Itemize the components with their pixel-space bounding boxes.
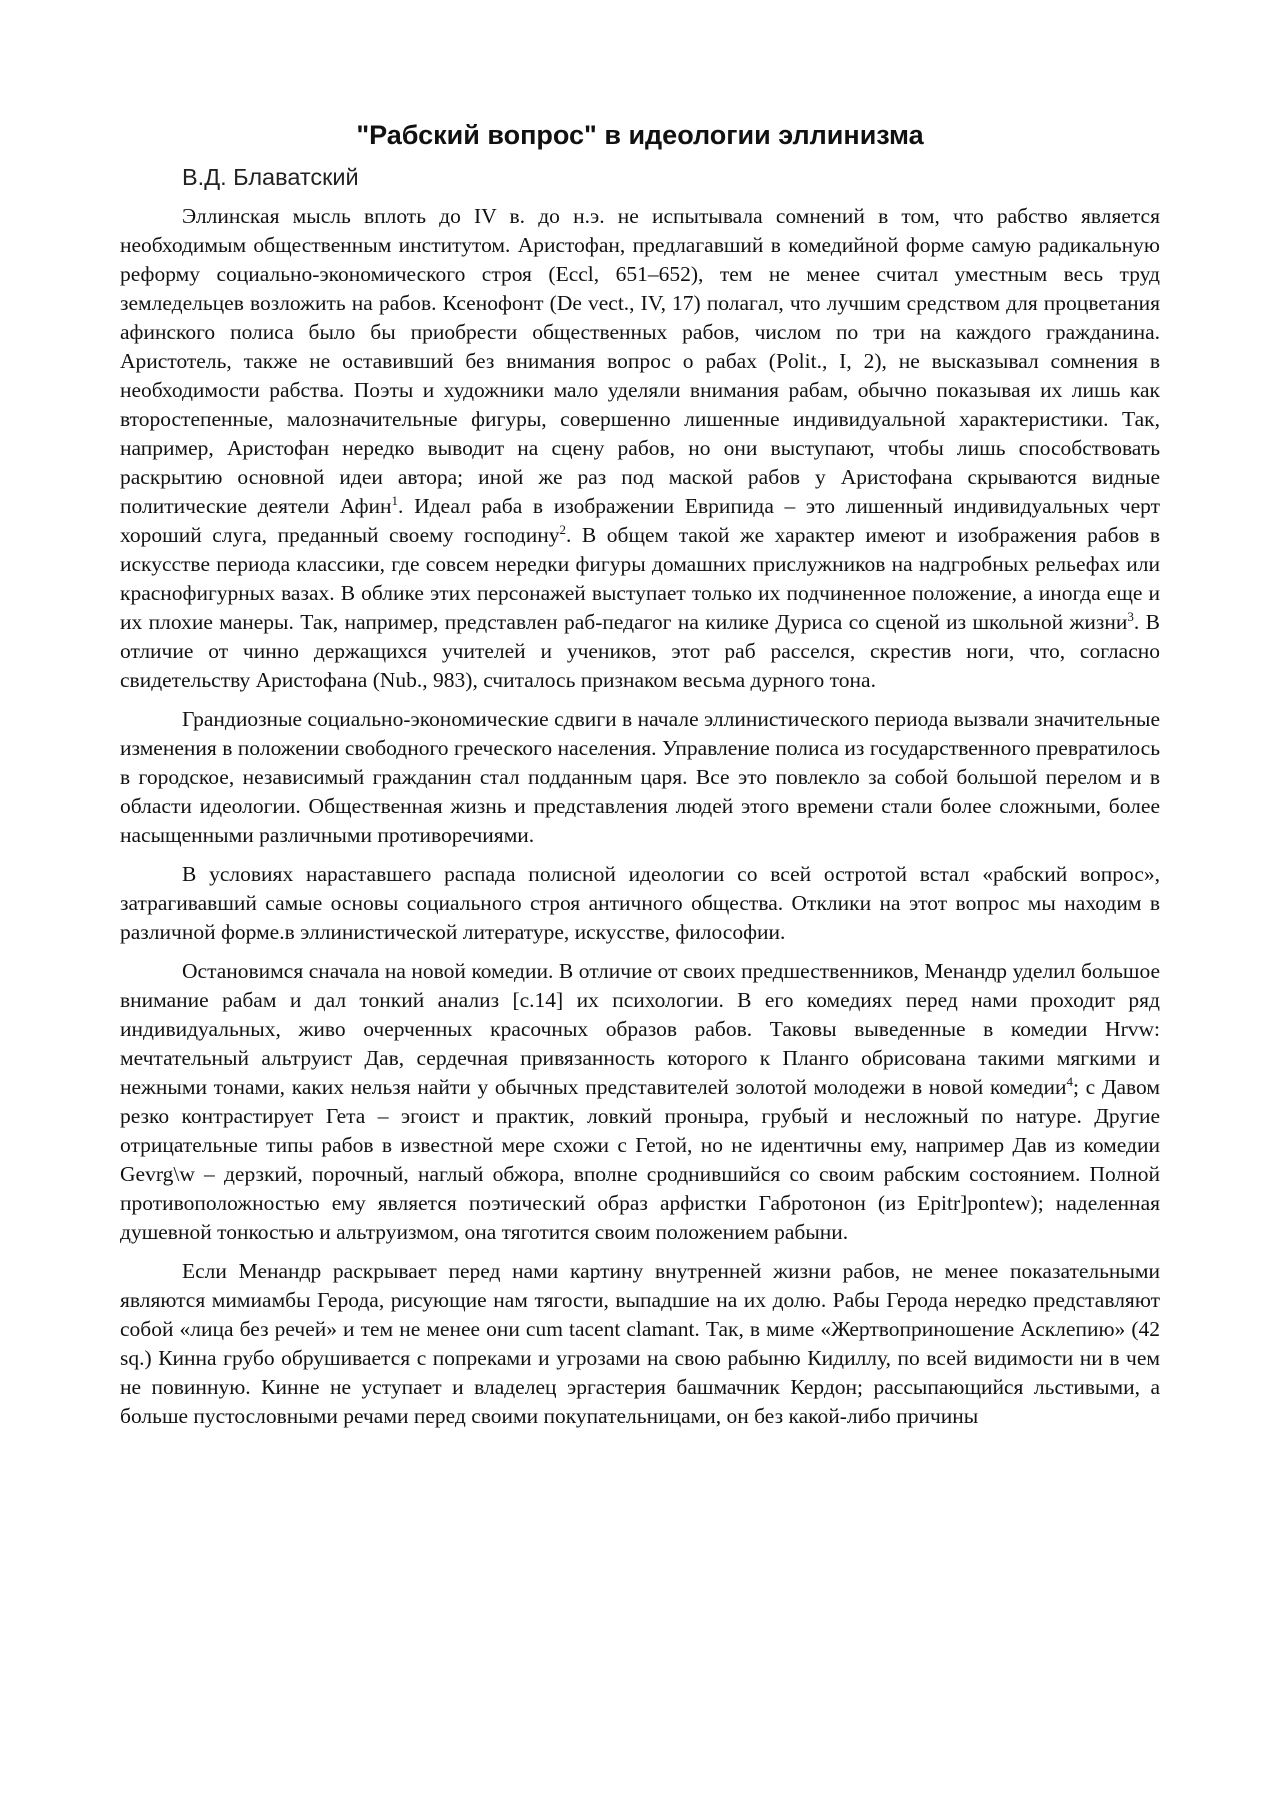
footnote-ref-2: 2 [559, 521, 566, 537]
paragraph-text: Остановимся сначала на новой комедии. В отличие от своих предшественников, Менандр уделил большое внимание рабам и дал тонкий анализ [с.14] их психологии. В его комедиях перед нами проходит ряд индивидуальных, живо очерченных красочных образов рабов. Таковы выведенные в комедии Hrvw: мечтательный альтруист Дав, сердечная привязанность которого к Планго обрисована такими мягкими и нежными тонами, каких нельзя найти у обычных представителей золотой молодежи в новой комедии [120, 959, 1160, 1099]
document-title: "Рабский вопрос" в идеологии эллинизма [356, 120, 924, 150]
footnote-ref-1: 1 [391, 492, 399, 508]
paragraph-text: В условиях нараставшего распада полисной идеологии со всей остротой встал «рабский вопрос», затрагивавший самые основы социального строя античного общества. Отклики на этот вопрос мы находим в различной форме.в эллинистической литературе, искусстве, философии. [120, 862, 1160, 944]
footnote-ref-4: 4 [1066, 1073, 1073, 1089]
paragraph-text: ; с Давом резко контрастирует Гета – эгоист и практик, ловкий проныра, грубый и несложный по натуре. Другие отрицательные типы рабов в известной мере схожи с Гетой, но не идентичны ему, например Дав из комедии Gevrg\w – дерзкий, порочный, наглый обжора, вполне сроднившийся со своим рабским состоянием. Полной противоположностью ему является поэтический образ арфистки Габротонон (из Epitr]pontew); наделенная душевной тонкостью и альтруизмом, она тяготится своим положением рабыни. [120, 1075, 1160, 1244]
paragraph-text: Грандиозные социально-экономические сдвиги в начале эллинистического периода вызвали значительные изменения в положении свободного греческого населения. Управление полиса из государственного превратилось в городское, независимый гражданин стал подданным царя. Все это повлекло за собой большой перелом и в области идеологии. Общественная жизнь и представления людей этого времени стали более сложными, более насыщенными различными противоречиями. [120, 707, 1160, 847]
document-author: В.Д. Блаватский [182, 164, 359, 190]
document-body [120, 118, 1160, 1431]
paragraph-text: . В общем такой же характер имеют и изображения рабов в искусстве периода классики, где совсем нередки фигуры домашних прислужников на надгробных рельефах или краснофигурных вазах. В облике этих персонажей выступает только их подчиненное положение, а иногда еще и их плохие манеры. Так, например, представлен раб-педагог на килике Дуриса со сценой из школьной жизни [120, 523, 1160, 634]
paragraph-text: Эллинская мысль вплоть до IV в. до н.э. не испытывала сомнений в том, что рабство является необходимым общественным институтом. Аристофан, предлагавший в комедийной форме самую радикальную реформу социально-экономического строя (Eccl, 651–652), тем не менее считал уместным весь труд земледельцев возложить на рабов. Ксенофонт (De vect., IV, 17) полагал, что лучшим средством для процветания афинского полиса было бы приобрести общественных рабов, числом по три на каждого гражданина. Аристотель, также не оставивший без внимания вопрос о рабах (Polit., I, 2), не высказывал сомнения в необходимости рабства. Поэты и художники мало уделяли внимания рабам, обычно показывая их лишь как второстепенные, малозначительные фигуры, совершенно лишенные индивидуальной характеристики. Так, например, Аристофан нередко выводит на сцену рабов, но они выступают, чтобы лишь способствовать раскрытию основной идеи автора; иной же раз под маской рабов у Аристофана скрываются видные политические деятели Афин [120, 204, 1160, 518]
footnote-ref-3: 3 [1127, 608, 1134, 624]
paragraph-5 [120, 1257, 1160, 1431]
paragraph-3 [120, 860, 1160, 947]
paragraph-2 [120, 705, 1160, 850]
paragraph-4 [120, 957, 1160, 1247]
paragraph-text: . В отличие от чинно держащихся учителей и учеников, этот раб расселся, скрестив ноги, что, согласно свидетельству Аристофана (Nub., 983), считалось признаком весьма дурного тона. [120, 610, 1160, 692]
paragraph-text: Если Менандр раскрывает перед нами картину внутренней жизни рабов, не менее показательными являются мимиамбы Герода, рисующие нам тягости, выпадшие на их долю. Рабы Герода нередко представляют собой «лица без речей» и тем не менее они cum tacent clamant. Так, в миме «Жертвоприношение Асклепию» (42 sq.) Кинна грубо обрушивается с попреками и угрозами на свою рабыню Кидиллу, по всей видимости ни в чем не повинную. Кинне не уступает и владелец эргастерия башмачник Кердон; рассыпающийся льстивыми, а больше пустословными речами перед своими покупательницами, он без какой-либо причины [120, 1259, 1160, 1428]
paragraph-1 [120, 202, 1160, 695]
paragraph-text: . Идеал раба в изображении Еврипида – это лишенный индивидуальных черт хороший слуга, преданный своему господину [120, 494, 1160, 547]
